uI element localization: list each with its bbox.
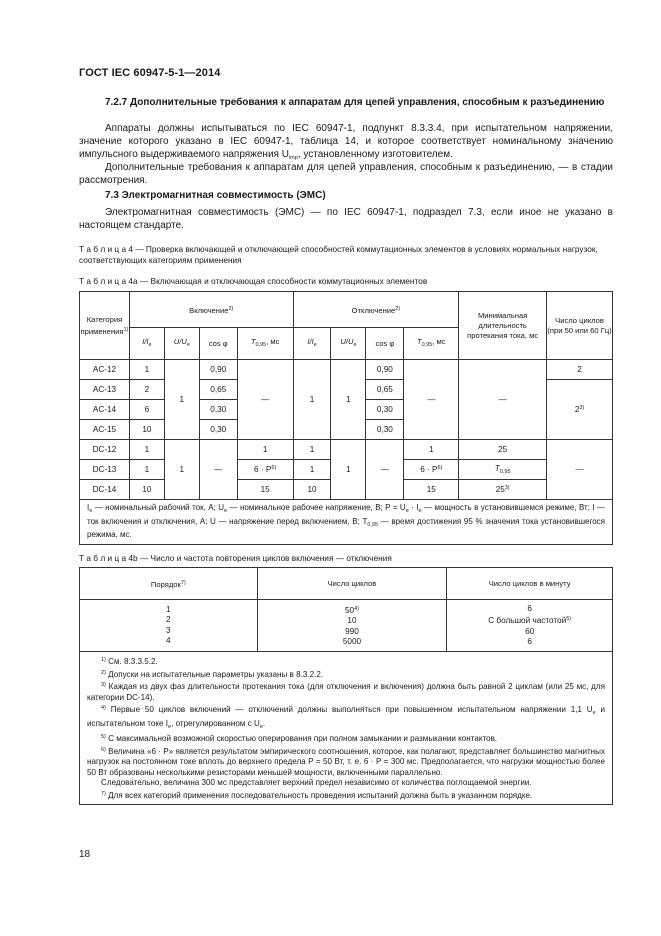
section-7-2-7-paragraph-2: Дополнительные требования к аппаратам для цепей управления, способным к разъединению, — в стадии рассмотрения. [79,162,613,186]
footnote-ref: 2) [395,305,401,312]
cycle-number: 50 [344,605,355,615]
footnote-text: Допуски на испытательные параметры указаны в 8.3.2.2. [108,669,324,679]
footnote-ref: 3) [579,405,585,411]
cell-cycles-ac [547,380,613,440]
header-cycles-per-minute: Число циклов в минуту [447,568,613,600]
cell-break-voltage-dc: 1 [331,440,366,500]
cell-make-current: 1 [129,460,164,480]
header-make-cos: cos φ [199,328,237,360]
cell-category: DC-13 [80,460,130,480]
footnote-number: 6) [101,746,106,753]
time-value: 6 · P [254,465,272,474]
footnote-ref: 1) [123,326,129,333]
cycle-value [258,604,447,617]
cell-category: AC-15 [80,420,130,440]
cell-break-time: 15 [404,480,459,500]
footnote [87,655,605,668]
order-value: 3 [166,625,171,635]
time-value: 6 · P [420,465,438,474]
cell-make-current: 1 [129,360,164,380]
unit: , мс [432,337,446,346]
subscript: e [353,342,357,348]
subscript: e [186,342,190,348]
header-make-current [129,328,164,360]
header-min-duration: Минимальная длительность протекания тока, мс [459,292,547,360]
cell-break-cos-dc: — [366,440,404,500]
footnote [87,778,605,789]
cell-make-cos: 0,30 [199,400,237,420]
header-break-cos: cos φ [366,328,404,360]
cell-break-time: 1 [404,440,459,460]
cell-break-cos: 0,90 [366,360,404,380]
subscript: imp [288,155,298,161]
footnote-number: 2) [101,669,106,676]
header-make-text: Включение [189,305,229,315]
footnote [87,789,605,802]
symbol: U/U [340,337,354,346]
rate-text: С большой частотой [488,616,567,625]
cell-category: AC-14 [80,400,130,420]
cell-make-cos: 0,65 [199,380,237,400]
header-order [80,568,258,600]
table-4-caption: Т а б л и ц а 4 — Проверка включающей и отключающей способностей коммутационных элементов в условиях нормальных нагрузок, соответствующих категориям применения [79,244,598,265]
symbol: T [494,464,500,473]
header-order-text: Порядок [150,579,181,589]
cell-make-voltage-dc: 1 [164,440,199,500]
cell-break-time-ac: — [404,360,459,440]
header-make-time [237,328,293,360]
footnote-number: 7) [101,790,106,797]
footnote [87,703,605,732]
cycle-value: 5000 [342,637,362,646]
cell-make-voltage-ac: 1 [164,360,199,440]
cell-min-duration [459,460,547,480]
symbol: T [250,337,256,346]
table-row [80,440,613,460]
table-4b [79,567,613,805]
cell-break-cos: 0,30 [366,420,404,440]
header-category [80,292,130,360]
footnote-ref: 6) [271,465,277,471]
cell-make-current: 10 [129,420,164,440]
order-value: 1 [166,604,171,614]
cell-orders [80,600,258,652]
footnote-text: Каждая из двух фаз длительности протекания тока (для отключения и включения) должна быть равной 2 циклам (или 25 мс, для категории DC-14). [87,682,605,702]
cell-category: AC-13 [80,380,130,400]
header-break-voltage [331,328,366,360]
unit: , мс [266,337,280,346]
cell-min-duration: 25 [459,440,547,460]
table-row [80,360,613,380]
cell-make-current: 6 [129,400,164,420]
header-break [293,292,459,328]
cell-min-duration-ac: — [459,360,547,440]
cell-break-current-ac: 1 [293,360,331,440]
page-number: 18 [79,849,91,860]
rate-value: 6 [527,637,532,646]
cycle-value: 990 [345,626,359,636]
symbol: I/I [307,337,314,346]
cell-break-current: 10 [293,480,331,500]
order-value: 2 [166,615,171,624]
footnote-ref: 7) [180,579,186,586]
header-break-text: Отключение [351,305,396,315]
cell-break-cos: 0,65 [366,380,404,400]
footnote-number: 5) [101,734,106,740]
document-header: ГОСТ IEC 60947-5-1—2014 [79,67,221,79]
cell-category: DC-14 [80,480,130,500]
footnote [87,668,605,681]
symbol: T [416,337,422,346]
rate-value: 6 [527,603,532,613]
order-value: 4 [166,636,171,645]
symbol: I/I [142,337,149,346]
cell-make-current: 10 [129,480,164,500]
cell-make-time-ac: — [237,360,293,440]
section-7-3-paragraph: Электромагнитная совместимость (ЭМС) — по IEC 60947-1, подраздел 7.3, если иное не указано в настоящем стандарте. [79,207,613,231]
section-7-3-heading: 7.3 Электромагнитная совместимость (ЭМС) [105,190,326,201]
cell-make-cos: 0,90 [199,360,237,380]
table-4b-caption: Т а б л и ц а 4b — Число и частота повторения циклов включения — отключения [79,553,392,563]
subscript: e [148,342,152,348]
cell-cycles: 2 [547,360,613,380]
header-make [129,292,293,328]
footnote-ref: 5) [566,616,572,622]
footnote-ref: 6) [437,465,443,471]
footnote-text: Величина «6 · P» является результатом эмпирического соотношения, которое, как полагают, представляет большинство магнитных нагрузок на постоянном токе вплоть до верхнего предела P = 50 Вт, т. е. 6 · P = 300 мс. Предполагается, что нагрузки мощностью более 50 Вт образованы несколькими резисторами меньшей мощности, включенными параллельно. [87,746,606,777]
cell-make-time: 15 [237,480,293,500]
header-cycle-count: Число циклов [257,568,447,600]
cell-make-cos-dc: — [199,440,237,500]
footnote-ref: 4) [354,605,359,612]
cell-category: DC-12 [80,440,130,460]
cell-make-time [237,460,293,480]
header-category-text: Категория применения [80,314,124,336]
footnote [87,732,605,745]
table-4b-footnotes [80,652,613,805]
footnote-ref: 2) [228,305,234,312]
cell-make-cos: 0,30 [199,420,237,440]
header-break-current [293,328,331,360]
cell-break-cos: 0,30 [366,400,404,420]
footnote-number: 1) [101,657,106,663]
table-4a [79,291,613,545]
footnote-number: 4) [101,705,106,711]
header-cycles: Число циклов (при 50 или 60 Гц) [547,292,613,360]
footnote-text: Следовательно, величина 300 мс представляет верхний предел независимо от количества поглощаемой энергии. [101,778,532,787]
subscript: 0,95 [421,342,433,348]
cycles-value: 2 [574,405,580,414]
footnote-number: 3) [101,682,106,688]
paragraph-text-end: , установленному изготовителем. [297,149,453,160]
cell-cycles-per-minute [447,600,613,652]
cell-break-current: 1 [293,440,331,460]
symbol: U/U [173,337,187,346]
cell-category: AC-12 [80,360,130,380]
header-make-voltage [164,328,199,360]
cell-make-current: 1 [129,440,164,460]
duration-value: 25 [495,485,505,494]
section-7-2-7-heading: 7.2.7 Дополнительные требования к аппаратам для цепей управления, способным к разъединению [105,97,605,108]
subscript: 0,95 [499,469,511,475]
paragraph-text: Аппараты должны испытываться по IEC 60947-1, подпункт 8.3.3.4, при испытательном напряжении, значение которого указано в IEC 60947-1, таблица 14, и которое соответствует номинальному значению импульсного выдерживаемого напряжения U [79,123,613,160]
cycle-value: 10 [347,616,357,625]
footnote-text: Первые 50 циклов включений — отключений должны выполняться при повышенном испытательном напряжении 1,1 $U_e$ и испытательном токе $I_e$, отрегулированном с $U_e$. [87,705,605,730]
cell-break-current: 1 [293,460,331,480]
footnote-text: Для всех категорий применения последовательность проведения испытаний должна быть в указанном порядке. [108,790,533,800]
table-4a-caption: Т а б л и ц а 4а — Включающая и отключающая способности коммутационных элементов [79,276,428,286]
cell-make-current: 2 [129,380,164,400]
footnote [87,680,605,703]
footnote-text: См. 8.3.3.5.2. [108,657,158,666]
cell-cycles-dc: — [547,440,613,500]
cell-break-voltage-ac: 1 [331,360,366,440]
subscript: 0,95 [255,342,267,348]
footnote-text: С максимальной возможной скоростью оперирования при полном замыкании и размыкании контактов. [108,734,498,743]
subscript: e [313,342,317,348]
cell-cycle-counts [257,600,447,652]
footnote-ref: 3) [504,485,510,491]
table-4a-note: $I_e$ — номинальный рабочий ток, А; $U_e$ — номинальное рабочее напряжение, В; $P = U_e \cdot I_e$ — мощность в установившемся режиме, Вт; I — ток включения и отключения, А; U — напряжение перед включением, В; $T_{0,95}$ — время достижения 95 % значения тока установившегося режима, мс. [80,500,613,545]
footnote [87,745,605,779]
rate-value: 60 [525,626,535,636]
cell-break-time [404,460,459,480]
rate-value [447,614,612,627]
header-break-time [404,328,459,360]
cell-min-duration [459,480,547,500]
cell-make-time: 1 [237,440,293,460]
section-7-2-7-paragraph-1 [79,122,613,165]
